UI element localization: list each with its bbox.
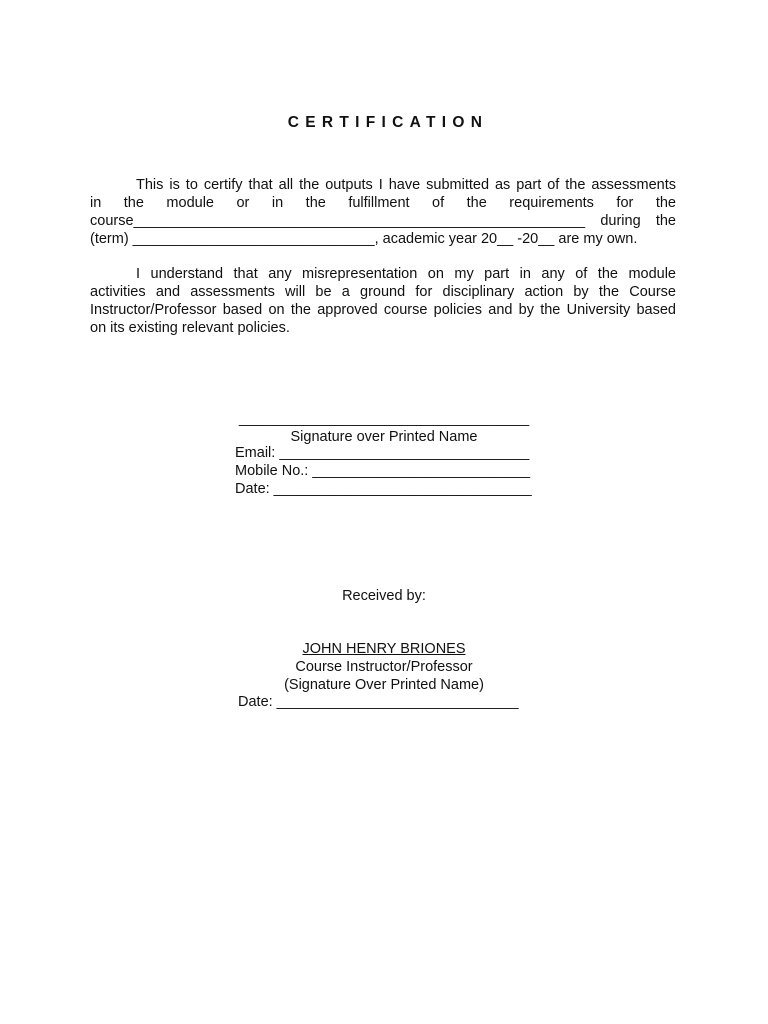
page-title: CERTIFICATION <box>287 114 489 131</box>
signature-line: ____________________________________ <box>238 411 530 427</box>
certification-paragraph <box>90 176 676 248</box>
paragraph-line: This is to certify that all the outputs I have submitted as part of the assessments <box>136 177 676 193</box>
misrepresentation-paragraph <box>90 265 676 337</box>
paragraph-line: (term) ______________________________, academic year 20__ -20__ are my own. <box>90 231 638 247</box>
paragraph-line: Instructor/Professor based on the approved course policies and by the University based <box>90 302 676 318</box>
email-field: Email: _______________________________ <box>235 445 530 461</box>
instructor-role: Course Instructor/Professor <box>295 659 473 675</box>
paragraph-line: I understand that any misrepresentation on my part in any of the module <box>136 266 676 282</box>
instructor-signature-note: (Signature Over Printed Name) <box>284 677 484 693</box>
student-signature-block <box>0 410 768 446</box>
paragraph-line: activities and assessments will be a ground for disciplinary action by the Course <box>90 284 676 300</box>
instructor-signature-block <box>0 640 768 694</box>
instructor-date-field: Date: ______________________________ <box>238 694 519 710</box>
paragraph-line: course________________________________________________________ during the <box>90 213 676 229</box>
received-by-label: Received by: <box>342 588 426 604</box>
instructor-name: JOHN HENRY BRIONES <box>302 641 466 657</box>
paragraph-line: in the module or in the fulfillment of the requirements for the <box>90 195 676 211</box>
paragraph-line: on its existing relevant policies. <box>90 320 290 336</box>
mobile-field: Mobile No.: ___________________________ <box>235 463 531 479</box>
signature-label: Signature over Printed Name <box>290 429 478 445</box>
student-date-field: Date: ________________________________ <box>235 481 532 497</box>
